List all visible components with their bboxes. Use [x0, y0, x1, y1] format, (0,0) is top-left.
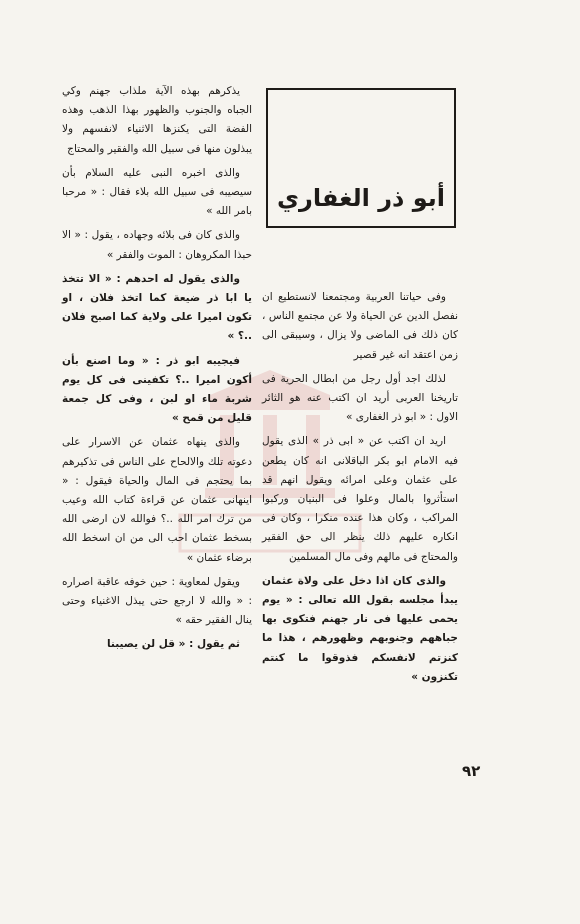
paragraph: والذى كان فى بلائه وجهاده ، يقول : « الا حبذا المكروهان : الموت والفقر »	[62, 229, 252, 261]
right-text-column	[262, 288, 458, 692]
page-number: ٩٢	[462, 762, 481, 780]
paragraph: اريد ان اكتب عن « ابى ذر » الذى يقول فيه الامام ابو بكر الباقلانى انه كان يطعن على عثمان وعلى امرائه ويقول انهم قد استأثروا بالمال وعلوا فى البنيان وركبوا المراكب ، وكان هذا عنده منكرا ، وكان فى انكاره عليهم ذلك ينظر الى حق الفقير والمحتاج فى مالهم وفى مال المسلمين	[262, 435, 458, 563]
title-frame	[266, 88, 456, 228]
paragraph: والذى كان اذا دخل على ولاة عثمان يبدأ مجلسه بقول الله تعالى : « يوم يحمى عليها فى نار جهنم فتكوى بها جباههم وجنوبهم وظهورهم ، هذا ما كنزتم لانفسكم فذوقوا ما كنتم تكنزون »	[262, 574, 458, 683]
page-title: أبو ذر الغفاري	[277, 184, 446, 212]
left-text-column	[62, 82, 252, 660]
paragraph: ويقول لمعاوية : حين خوفه عاقبة اصراره : « والله لا ارجع حتى يبذل الاغنياء وحتى ينال الفقير حقه »	[62, 575, 252, 627]
paragraph: وفى حياتنا العربية ومجتمعنا لانستطيع ان نفصل الدين عن الحياة ولا عن مجتمع الناس ، كان ذلك فى الماضى ولا يزال ، وسيبقى الى زمن اعتقد انه غير قصير	[262, 291, 458, 361]
paragraph: والذى ينهاه عثمان عن الاسرار على دعوته تلك والالحاح على الناس فى تذكيرهم بما يحتجم فى المال والحياة فيقول : « اينهانى عثمان عن قراءة كتاب الله وعيب من ترك امر الله ..؟ فوالله لان ارضى الله بسخط عثمان احب الى من ان اسخط الله برضاء عثمان »	[62, 436, 252, 564]
paragraph: يذكرهم بهذه الآية ملذاب جهنم وكي الجباه والجنوب والظهور بهذا الذهب وهذه الفضة التى يكنزها الاثنياء لانفسهم ولا يبذلون منها فى سبيل الله والفقير والمحتاج	[62, 85, 252, 155]
paragraph: ثم يقول : « قل لن يصيبنا	[106, 638, 240, 651]
paragraph: والذى اخبره النبى عليه السلام بأن سيصيبه فى سبيل الله بلاء فقال : « مرحبا بامر الله »	[62, 166, 252, 218]
paragraph: لذلك اجد أول رجل من ابطال الحرية فى تاريخنا العربى أريد ان اكتب عنه هو الثائر الاول : « ابو ذر الغفارى »	[262, 372, 458, 424]
paragraph: فيجيبه ابو ذر : « وما اصنع بأن أكون اميرا ..؟ تكفينى فى كل يوم شربة ماء او لبن ، وفى كل جمعة قليل من قمح »	[62, 354, 252, 425]
paragraph: والذى يقول له احدهم : « الا تتخذ يا ابا ذر ضيعة كما اتخذ فلان ، او تكون اميرا على ولاية كما اصبح فلان ..؟ »	[62, 272, 252, 343]
